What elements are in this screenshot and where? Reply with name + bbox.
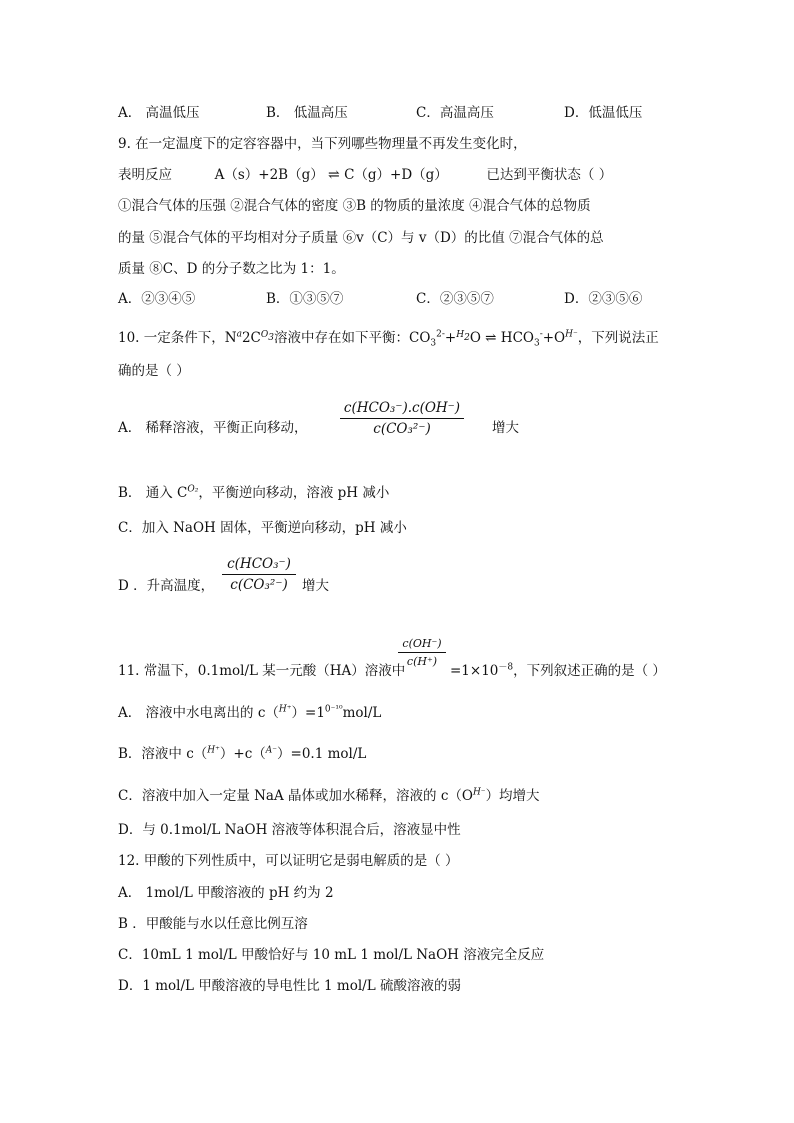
q10-option-b (118, 484, 389, 502)
q9-reaction-right: C（g）+D（g） (344, 167, 448, 183)
q10-stem-part-a: 10. 一定条件下，N (118, 330, 237, 346)
q8-option-c: C．高温高压 (416, 105, 494, 121)
q10-option-d-text: D ．升高温度， (118, 578, 215, 594)
q11-b-text: B．溶液中 c（ (118, 746, 208, 762)
q10-co3-sub: 3 (430, 338, 437, 349)
q9-stem-prefix: 表明反应 (118, 167, 172, 183)
equilibrium-arrow-icon: ⇌ (328, 167, 340, 183)
q9-items-line3: 质量 ⑧C、D 的分子数之比为 1：1。 (118, 261, 345, 277)
q11-b-ion2: A⁻ (265, 745, 278, 756)
q11-exponent: －8 (498, 662, 514, 673)
q10-hco3-sub: 3 (533, 338, 540, 349)
q11-stem-suffix (450, 662, 666, 680)
q9-stem-line1: 9. 在一定温度下的定容容器中，当下列哪些物理量不再发生变化时， (118, 136, 527, 152)
q11-option-c (118, 787, 540, 805)
q10-plus: + (444, 330, 457, 346)
q10-option-c: C．加入 NaOH 固体，平衡逆向移动，pH 减小 (118, 520, 407, 536)
q12-option-c: C．10mL 1 mol/L 甲酸恰好与 10 mL 1 mol/L NaOH 溶液完全反应 (118, 947, 545, 963)
q12-option-a: A． 1mol/L 甲酸溶液的 pH 约为 2 (118, 885, 334, 901)
q11-numerator: c(OH⁻) (402, 637, 442, 650)
q9-items-line1: ①混合气体的压强 ②混合气体的密度 ③B 的物质的量浓度 ④混合气体的总物质 (118, 198, 591, 214)
q11-c-tail: ）均增大 (485, 788, 540, 804)
q10-a-numerator: c(HCO₃⁻).c(OH⁻) (343, 400, 461, 416)
q10-stem-part-g: ，下列说法正 (577, 330, 659, 346)
q10-stem-part-c: 溶液中存在如下平衡：CO (274, 330, 431, 346)
q11-b-mid: ）+c（ (219, 746, 266, 762)
q11-a-tail: mol/L (342, 705, 382, 721)
q10-b-text: B． 通入 C (118, 485, 188, 501)
q10-option-a-text: A． 稀释溶液，平衡正向移动， (118, 420, 308, 436)
q10-option-d-tail: 增大 (302, 578, 329, 594)
q11-a-text: A． 溶液中水电离出的 c（ (118, 705, 279, 721)
q12-option-d: D．1 mol/L 甲酸溶液的导电性比 1 mol/L 硫酸溶液的弱 (118, 978, 461, 994)
q11-denominator: c(H⁺) (406, 655, 438, 668)
q9-items-line2: 的量 ⑤混合气体的平均相对分子质量 ⑥v（C）与 v（D）的比值 ⑦混合气体的总 (118, 230, 604, 246)
q10-sup-o: O (260, 329, 269, 340)
q11-a-ion: H⁺ (278, 704, 292, 715)
q9-option-a: A．②③④⑤ (118, 291, 196, 307)
q10-stem-line1 (118, 329, 659, 347)
q11-a-mid: ）=1 (291, 705, 325, 721)
q10-h: H (456, 329, 465, 340)
q9-stem-line2 (118, 166, 612, 184)
q10-d-numerator: c(HCO₃⁻) (227, 556, 291, 572)
q10-option-d-fraction (222, 556, 296, 593)
q8-option-a: A． 高温低压 (118, 105, 200, 121)
q11-a-exponent: 0⁻¹⁰ (324, 704, 343, 715)
q11-b-tail: ）=0.1 mol/L (277, 746, 367, 762)
q12-stem: 12. 甲酸的下列性质中，可以证明它是弱电解质的是（ ） (118, 853, 459, 869)
q11-stem-c: ，下列叙述正确的是（ ） (513, 663, 666, 679)
q10-b-tail: ，平衡逆向移动，溶液 pH 减小 (198, 485, 390, 501)
q10-sup-a: a (236, 329, 242, 340)
q10-stem-line2: 确的是（ ） (118, 363, 190, 379)
q12-option-b: B ．甲酸能与水以任意比例互溶 (118, 916, 308, 932)
q10-stem-part-f: +O (542, 330, 566, 346)
q11-c-ion: H⁻ (472, 787, 486, 798)
q10-h2-sup (456, 329, 470, 343)
q11-option-a (118, 704, 381, 722)
q10-hco3-sup: - (539, 329, 543, 340)
q10-stem-part-b: 2C (241, 330, 261, 346)
q11-option-b (118, 745, 366, 763)
q8-option-b: B． 低温高压 (266, 105, 348, 121)
q8-option-d: D．低温低压 (564, 105, 643, 121)
q11-c-text: C．溶液中加入一定量 NaA 晶体或加水稀释，溶液的 c（O (118, 788, 473, 804)
q10-co3-sup: 2- (436, 329, 445, 340)
q9-reaction-left: A（s）+2B（g） (214, 167, 324, 183)
q10-stem-part-e: O ⇌ HCO (469, 330, 534, 346)
q10-oh-sup: H⁻ (565, 329, 578, 340)
q11-option-d: D．与 0.1mol/L NaOH 溶液等体积混合后，溶液显中性 (118, 822, 461, 838)
q10-sup-o3 (260, 329, 274, 343)
q9-option-b: B．①③⑤⑦ (266, 291, 344, 307)
q9-stem-suffix: 已达到平衡状态（ ） (486, 167, 613, 183)
q10-option-a-tail: 增大 (492, 420, 519, 436)
q9-option-c: C．②③⑤⑦ (416, 291, 494, 307)
q10-d-denominator: c(CO₃²⁻) (230, 577, 288, 593)
q11-stem-b: =1×10 (450, 663, 499, 679)
q10-a-denominator: c(CO₃²⁻) (373, 421, 431, 437)
q10-sub-3: 3 (268, 332, 274, 343)
q11-b-ion1: H⁺ (207, 745, 220, 756)
q10-b-sup: O₂ (187, 484, 199, 495)
q9-option-d: D．②③⑤⑥ (564, 291, 643, 307)
q11-stem-prefix: 11. 常温下，0.1mol/L 某一元酸（HA）溶液中 (118, 663, 406, 679)
q10-h-sub: 2 (464, 332, 470, 343)
q10-option-a-fraction (340, 400, 464, 437)
